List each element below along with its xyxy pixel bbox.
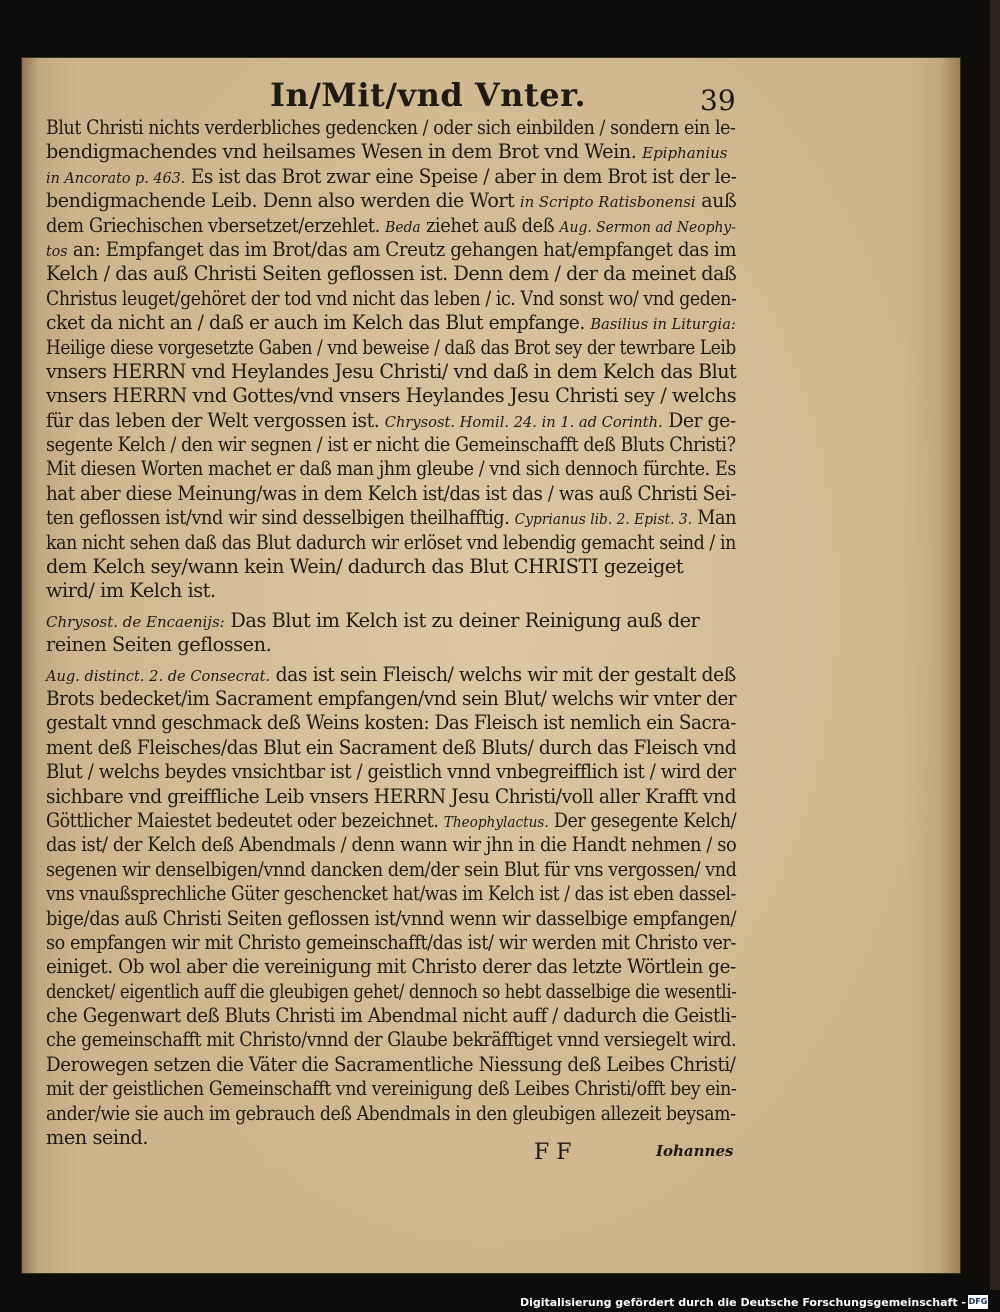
line-text: sichbare vnd greiffliche Leib vnsers HERRN Jesu Christi/voll aller Krafft vnd [46,784,737,808]
text-line [46,311,736,335]
line-text: das ist sein Fleisch/ welchs wir mit der gestalt deß [275,662,736,686]
line-text: Derowegen setzen die Väter die Sacramentliche Niessung deß Leibes Christi/ [46,1052,736,1076]
text-line [46,408,736,433]
line-text: gestalt vnnd geschmack deß Weins kosten: Das Fleisch ist nemlich ein Sacra- [46,711,736,735]
text-line [46,457,736,481]
line-text: dem Griechischen vbersetzet/erzehlet. [46,213,380,237]
body-text [46,116,736,1150]
line-text: dencket/ eigentlich auff die gleubigen gehet/ dennoch so hebt dasselbige die wesentli- [46,979,737,1003]
citation: Basilius in Liturgia: [590,315,736,334]
citation: Cyprianus lib. 2. Epist. 3. [514,510,692,529]
line-text: Mit diesen Worten machet er daß man jhm gleube / vnd sich dennoch fürchte. Es [46,457,736,481]
line-text: ander/wie sie auch im gebrauch deß Abendmals in den gleubigen allezeit beysam- [46,1101,736,1125]
text-line [46,189,737,213]
citation: Aug. Sermon ad Neophy- [559,217,736,236]
line-text: Christus leuget/gehöret der tod vnd nicht das leben / ic. Vnd sonst wo/ vnd geden- [46,286,737,310]
text-line [46,955,736,979]
dfg-logo: DFG [968,1295,988,1309]
line-text: segenen wir denselbigen/vnnd dancken dem/der sein Blut für vns vergossen/ vnd [46,857,737,881]
citation: in Ancorato p. 463. [46,168,186,187]
citation: tos [46,241,68,260]
line-text: Blut / welchs beydes vnsichtbar ist / geistlich vnnd vnbegreifflich ist / wird der [46,760,736,784]
text-line [46,857,737,882]
citation: in Scripto Ratisbonensi [519,193,696,212]
citation: Epiphanius [642,144,728,163]
line-text: Der gesegente Kelch/ [553,808,737,832]
text-line [46,213,736,238]
line-text: ziehet auß deß [425,213,555,237]
text-line [46,359,737,384]
line-text: che Gegenwart deß Bluts Christi im Abendmal nicht auff / dadurch die Geistli- [46,1004,737,1028]
text-line [46,481,737,506]
line-text: hat aber diese Meinung/was in dem Kelch ist/das ist das / was auß Christi Sei- [46,481,737,505]
text-line [46,609,736,633]
signature-mark: F F [534,1140,572,1165]
line-text: das ist/ der Kelch deß Abendmals / denn wann wir jhn in die Handt nehmen / so [46,833,737,857]
text-line [46,833,737,857]
line-text: Blut Christi nichts verderbliches gedencken / oder sich einbilden / sondern ein le- [46,116,736,139]
citation: Chrysost. de Encaenijs: [46,612,225,631]
text-line [46,930,736,955]
text-line [46,1077,737,1101]
line-text: wird/ im Kelch ist. [46,579,216,603]
page-number: 39 [700,84,736,117]
citation: Theophylactus. [443,812,549,831]
text-line [46,882,736,906]
line-text: bendigmachende Leib. Denn also werden die Wort [46,189,515,213]
text-line [46,286,737,311]
line-text: Heilige diese vorgesetzte Gaben / vnd beweise / daß das Brot sey der tewrbare Leib [46,335,736,359]
footer-credit: Digitalisierung gefördert durch die Deutsche Forschungsgemeinschaft - [519,1296,966,1309]
text-line [46,1052,736,1077]
line-text: reinen Seiten geflossen. [46,633,272,657]
line-text: dem Kelch sey/wann kein Wein/ dadurch das Blut CHRISTI gezeiget [46,555,684,579]
text-line [46,662,736,687]
line-text: ten geflossen ist/vnd wir sind desselbigen theilhafftig. [46,506,510,530]
text-line [46,633,736,657]
line-text: bendigmachendes vnd heilsames Wesen in dem Brot vnd Wein. [46,140,637,164]
line-text: auß [701,189,737,213]
text-line [46,1004,737,1028]
line-text: vns vnaußsprechliche Güter geschencket hat/was im Kelch ist / das ist eben dassel- [46,882,736,906]
line-text: vnsers HERRN vnd Gottes/vnd vnsers Heylandes Jesu Christi sey / welchs [46,384,737,408]
line-text: ment deß Fleisches/das Blut ein Sacrament deß Bluts/ durch das Fleisch vnd [46,735,737,759]
line-text: men seind. [46,1126,149,1150]
text-line [46,906,737,931]
text-line [46,579,736,603]
viewer-edge [990,0,1000,1312]
line-text: vnsers HERRN vnd Heylandes Jesu Christi/ vnd daß in dem Kelch das Blut [46,359,737,383]
line-text: an: Empfanget das im Brot/das am Creutz gehangen hat/empfanget das im [72,237,737,261]
line-text: che gemeinschafft mit Christo/vnnd der Glaube bekräfftiget vnnd versiegelt wird. [46,1028,737,1052]
line-text: Man [697,506,737,530]
line-text: Der ge- [668,408,736,432]
line-text: mit der geistlichen Gemeinschafft vnd vereinigung deß Leibes Christi/offt bey ein- [46,1077,737,1101]
text-line [46,116,736,140]
text-line [46,760,736,784]
text-line [46,262,737,286]
text-line [46,808,737,833]
text-line [46,530,736,555]
text-line [46,335,736,360]
line-text: einiget. Ob wol aber die vereinigung mit Christo derer das letzte Wörtlein ge- [46,955,736,979]
citation: Aug. distinct. 2. de Consecrat. [46,666,271,685]
line-text: cket da nicht an / daß er auch im Kelch das Blut empfange. [46,311,585,335]
page-edge-right [940,58,960,1273]
text-line [46,1101,736,1126]
text-line [46,735,737,760]
text-line [46,686,737,711]
text-line [46,164,737,189]
catchword: Iohannes [656,1142,734,1160]
text-line [46,1028,737,1052]
line-text: für das leben der Welt vergossen ist. [46,408,380,432]
line-text: Das Blut im Kelch ist zu deiner Reinigung auß der [230,608,700,632]
text-line [46,711,736,735]
running-head: In/Mit/vnd Vnter. [270,76,587,114]
text-line [46,555,736,579]
text-line [46,1126,736,1150]
line-text: bige/das auß Christi Seiten geflossen ist/vnnd wenn wir dasselbige empfangen/ [46,906,737,930]
line-text: Göttlicher Maiestet bedeutet oder bezeichnet. [46,808,439,832]
line-text: Brots bedecket/im Sacrament empfangen/vnd sein Blut/ welchs wir vnter der [46,686,737,710]
line-text: segente Kelch / den wir segnen / ist er nicht die Gemeinschafft deß Bluts Christi? [46,433,736,457]
page-edge-left [22,58,38,1273]
text-line [46,784,737,809]
citation: Beda [385,217,421,236]
line-text: so empfangen wir mit Christo gemeinschafft/das ist/ wir werden mit Christo ver- [46,930,736,954]
text-line [46,979,737,1004]
line-text: Kelch / das auß Christi Seiten geflossen ist. Denn dem / der da meinet daß [46,262,737,286]
line-text: kan nicht sehen daß das Blut dadurch wir erlöset vnd lebendig gemacht seind / in [46,530,736,554]
text-line [46,237,737,262]
line-text: Es ist das Brot zwar eine Speise / aber in dem Brot ist der le- [190,164,737,188]
citation: Chrysost. Homil. 24. in 1. ad Corinth. [384,412,663,431]
text-line [46,140,736,164]
text-line [46,433,736,457]
text-line [46,506,737,530]
text-line [46,384,737,408]
